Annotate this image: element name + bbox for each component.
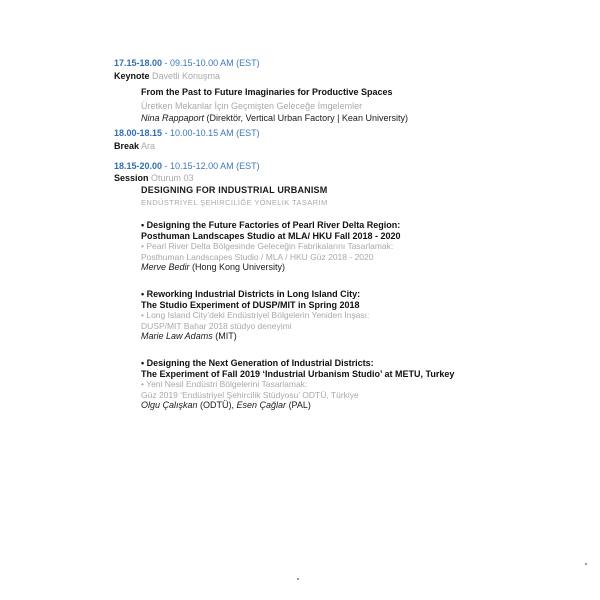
talk-3-tr-line-1: • Yeni Nesil Endüstri Bölgelerini Tasarlamak: — [141, 379, 308, 389]
talk-2-speaker — [141, 331, 581, 342]
talk-3-tr-line-2: Güz 2019 ‘Endüstriyel Şehircilik Stüdyosu’ ODTÜ, Türkiye — [141, 389, 359, 400]
session-title-tr: ENDÜSTRİYEL ŞEHİRCİLİĞE YÖNELİK TASARIM — [141, 198, 328, 207]
keynote-time-local: 17.15-18.00 — [114, 58, 163, 68]
talk-1 — [141, 220, 581, 273]
break-time-est: - 10.00-10.15 AM (EST) — [162, 128, 260, 138]
break-label-tr: Ara — [139, 141, 156, 151]
session-time — [114, 161, 584, 172]
scan-speck — [585, 563, 587, 565]
keynote-time — [114, 58, 584, 69]
session-label — [114, 173, 584, 184]
keynote-label-tr: Davetli Konuşma — [149, 71, 221, 81]
talk-1-speaker — [141, 262, 581, 273]
talk-3-title-line-1: • Designing the Next Generation of Industrial Districts: — [141, 358, 374, 368]
break-time — [114, 128, 584, 139]
keynote-label-en: Keynote — [114, 71, 150, 81]
talk-2-speaker-affiliation: (MIT) — [212, 331, 237, 341]
talk-2-title-line-1: • Reworking Industrial Districts in Long Island City: — [141, 289, 361, 299]
talk-3 — [141, 358, 581, 411]
break-label — [114, 141, 584, 152]
talk-1-speaker-name: Merve Bedir — [141, 262, 190, 272]
talk-1-tr-line-2: Posthuman Landscapes Studio / MLA / HKU Güz 2018 - 2020 — [141, 251, 374, 262]
break-time-local: 18.00-18.15 — [114, 128, 163, 138]
talk-1-title-line-1: • Designing the Future Factories of Pearl River Delta Region: — [141, 220, 401, 230]
talk-1-speaker-affiliation: (Hong Kong University) — [189, 262, 286, 272]
talk-2-tr-line-2: DUSP/MIT Bahar 2018 stüdyo deneyimi — [141, 320, 292, 331]
session-title — [141, 185, 581, 196]
talk-3-speaker-1-name: Olgu Çalışkan — [141, 400, 198, 410]
session-label-tr: Oturum 03 — [148, 173, 194, 183]
scan-speck — [297, 578, 299, 580]
session-title-tr-wrap — [141, 198, 581, 208]
keynote-title-tr-wrap — [141, 101, 581, 112]
keynote-title-en: From the Past to Future Imaginaries for Productive Spaces — [141, 87, 393, 97]
talk-3-speaker-1-affiliation: (ODTÜ), — [197, 400, 237, 410]
talk-2-speaker-name: Marie Law Adams — [141, 331, 213, 341]
session-label-en: Session — [114, 173, 149, 183]
session-title-en: DESIGNING FOR INDUSTRIAL URBANISM — [141, 185, 328, 195]
talk-1-title-line-2: Posthuman Landscapes Studio at MLA/ HKU Fall 2018 - 2020 — [141, 230, 401, 241]
talk-3-speaker-2-affiliation: (PAL) — [286, 400, 311, 410]
talk-2 — [141, 289, 581, 342]
keynote-time-est: - 09.15-10.00 AM (EST) — [162, 58, 260, 68]
session-time-est: - 10.15-12.00 AM (EST) — [162, 161, 260, 171]
talk-3-title-line-2: The Experiment of Fall 2019 ‘Industrial Urbanism Studio’ at METU, Turkey — [141, 368, 455, 379]
keynote-speaker-name: Nina Rappaport — [141, 113, 205, 123]
talk-2-title-line-2: The Studio Experiment of DUSP/MIT in Spring 2018 — [141, 299, 360, 310]
talk-3-speakers — [141, 400, 581, 411]
keynote-speaker-affiliation: (Direktör, Vertical Urban Factory | Kean University) — [204, 113, 408, 123]
break-label-en: Break — [114, 141, 140, 151]
keynote-speaker — [141, 113, 581, 124]
talk-3-speaker-2-name: Esen Çağlar — [236, 400, 287, 410]
session-time-local: 18.15-20.00 — [114, 161, 163, 171]
keynote-title — [141, 87, 581, 98]
talk-2-tr-line-1: • Long Island City’deki Endüstriyel Bölgelerin Yeniden İnşası: — [141, 310, 370, 320]
talk-1-tr-line-1: • Pearl River Delta Bölgesinde Geleceğin Fabrikalarını Tasarlamak: — [141, 241, 394, 251]
keynote-title-tr: Üretken Mekanlar İçin Geçmişten Geleceğe İmgelemler — [141, 101, 363, 111]
keynote-label — [114, 71, 584, 82]
